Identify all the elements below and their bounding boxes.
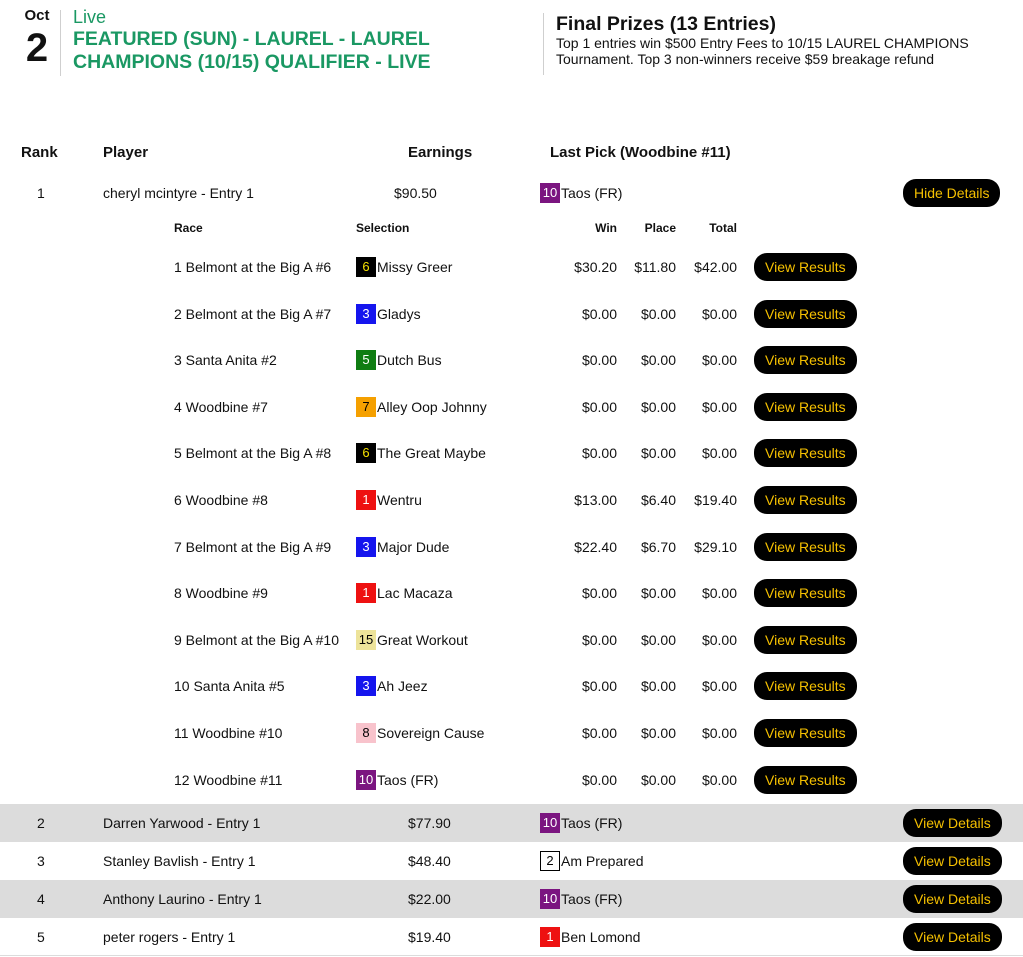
selection-number: 3: [356, 304, 376, 324]
prize-title: Final Prizes (13 Entries): [556, 13, 776, 35]
view-details-button[interactable]: View Details: [903, 809, 1002, 837]
earnings: $19.40: [408, 929, 451, 945]
column-header-player: Player: [103, 144, 149, 161]
selection: [356, 676, 428, 696]
selection-horse: Sovereign Cause: [377, 725, 485, 741]
player-name: cheryl mcintyre - Entry 1: [103, 185, 254, 201]
selection-number: 6: [356, 257, 376, 277]
pick-horse: Ben Lomond: [561, 929, 641, 945]
detail-header-place: Place: [644, 221, 676, 235]
race-name: 8 Woodbine #9: [174, 585, 268, 601]
total-amount: $0.00: [701, 352, 737, 368]
selection-number: 10: [356, 770, 376, 790]
view-results-button[interactable]: View Results: [754, 719, 857, 747]
race-name: 2 Belmont at the Big A #7: [174, 306, 332, 322]
selection-horse: Lac Macaza: [377, 585, 453, 601]
prize-description-line-2: Tournament. Top 3 non-winners receive $59 breakage refund: [556, 51, 934, 67]
total-amount: $19.40: [694, 492, 737, 508]
win-amount: $0.00: [581, 772, 617, 788]
selection-horse: Gladys: [377, 306, 421, 322]
place-amount: $0.00: [640, 678, 676, 694]
race-name: 5 Belmont at the Big A #8: [174, 445, 332, 461]
race-name: 3 Santa Anita #2: [174, 352, 277, 368]
selection-horse: Ah Jeez: [377, 678, 428, 694]
detail-row: [0, 384, 1023, 430]
event-title-line-1: FEATURED (SUN) - LAUREL - LAUREL: [73, 28, 430, 50]
selection: [356, 490, 422, 510]
selection-number: 1: [356, 490, 376, 510]
win-amount: $0.00: [581, 585, 617, 601]
selection-number: 15: [356, 630, 376, 650]
selection-horse: The Great Maybe: [377, 445, 486, 461]
leaderboard-row: [0, 842, 1023, 880]
place-amount: $0.00: [640, 772, 676, 788]
selection-number: 8: [356, 723, 376, 743]
last-pick: [540, 813, 622, 833]
total-amount: $0.00: [701, 678, 737, 694]
earnings: $77.90: [408, 815, 451, 831]
divider: [543, 13, 544, 75]
earnings: $48.40: [408, 853, 451, 869]
place-amount: $6.40: [640, 492, 676, 508]
player-name: Darren Yarwood - Entry 1: [103, 815, 261, 831]
selection-horse: Taos (FR): [377, 772, 439, 788]
event-day: 2: [25, 26, 49, 70]
race-name: 7 Belmont at the Big A #9: [174, 539, 332, 555]
win-amount: $0.00: [581, 306, 617, 322]
selection-number: 3: [356, 537, 376, 557]
win-amount: $0.00: [581, 445, 617, 461]
race-name: 12 Woodbine #11: [174, 772, 283, 788]
divider: [60, 10, 61, 76]
selection: [356, 723, 484, 743]
selection: [356, 304, 421, 324]
player-name: Anthony Laurino - Entry 1: [103, 891, 262, 907]
total-amount: $0.00: [701, 306, 737, 322]
selection: [356, 257, 452, 277]
selection-number: 7: [356, 397, 376, 417]
place-amount: $0.00: [640, 399, 676, 415]
pick-number: 2: [540, 851, 560, 871]
win-amount: $0.00: [581, 632, 617, 648]
detail-row: [0, 757, 1023, 803]
selection-number: 3: [356, 676, 376, 696]
pick-horse: Am Prepared: [561, 853, 644, 869]
last-pick: [540, 889, 622, 909]
selection-horse: Great Workout: [377, 632, 468, 648]
place-amount: $6.70: [640, 539, 676, 555]
selection-horse: Wentru: [377, 492, 422, 508]
leaderboard-row: [0, 175, 1023, 211]
place-amount: $0.00: [640, 352, 676, 368]
selection-horse: Major Dude: [377, 539, 450, 555]
detail-row: [0, 663, 1023, 709]
event-month: Oct: [24, 7, 50, 24]
total-amount: $0.00: [701, 585, 737, 601]
race-name: 1 Belmont at the Big A #6: [174, 259, 332, 275]
selection-number: 1: [356, 583, 376, 603]
win-amount: $22.40: [574, 539, 617, 555]
prize-description-line-1: Top 1 entries win $500 Entry Fees to 10/15 LAUREL CHAMPIONS: [556, 35, 969, 51]
selection: [356, 583, 452, 603]
win-amount: $30.20: [574, 259, 617, 275]
win-amount: $13.00: [574, 492, 617, 508]
event-date: [17, 7, 57, 70]
detail-row: [0, 337, 1023, 383]
win-amount: $0.00: [581, 725, 617, 741]
view-results-button[interactable]: View Results: [754, 533, 857, 561]
total-amount: $42.00: [694, 259, 737, 275]
event-status: Live: [73, 7, 107, 27]
detail-row: [0, 477, 1023, 523]
pick-horse: Taos (FR): [561, 815, 623, 831]
rank: 5: [37, 929, 45, 945]
total-amount: $0.00: [701, 772, 737, 788]
column-header-last-pick: Last Pick (Woodbine #11): [550, 144, 731, 161]
detail-row: [0, 570, 1023, 616]
detail-header-selection: Selection: [356, 221, 410, 235]
selection-horse: Missy Greer: [377, 259, 453, 275]
view-results-button[interactable]: View Results: [754, 439, 857, 467]
place-amount: $11.80: [634, 259, 676, 275]
race-name: 11 Woodbine #10: [174, 725, 283, 741]
last-pick: [540, 851, 643, 871]
win-amount: $0.00: [581, 352, 617, 368]
column-header-earnings: Earnings: [408, 144, 473, 161]
player-name: peter rogers - Entry 1: [103, 929, 236, 945]
view-results-button[interactable]: View Results: [754, 626, 857, 654]
view-results-button[interactable]: View Results: [754, 346, 857, 374]
detail-row: [0, 617, 1023, 663]
view-results-button[interactable]: View Results: [754, 253, 857, 281]
rank: 1: [37, 185, 45, 201]
prize-info: [556, 13, 1016, 67]
divider: [0, 955, 1023, 956]
view-details-button[interactable]: View Details: [903, 923, 1002, 951]
earnings: $90.50: [394, 185, 437, 201]
event-title-line-2: CHAMPIONS (10/15) QUALIFIER - LIVE: [73, 51, 431, 73]
view-results-button[interactable]: View Results: [754, 486, 857, 514]
race-name: 6 Woodbine #8: [174, 492, 268, 508]
view-results-button[interactable]: View Results: [754, 393, 857, 421]
leaderboard-row: [0, 918, 1023, 956]
total-amount: $0.00: [701, 725, 737, 741]
player-name: Stanley Bavlish - Entry 1: [103, 853, 256, 869]
total-amount: $0.00: [701, 445, 737, 461]
selection: [356, 443, 486, 463]
win-amount: $0.00: [581, 678, 617, 694]
selection: [356, 397, 487, 417]
view-results-button[interactable]: View Results: [754, 766, 857, 794]
place-amount: $0.00: [640, 632, 676, 648]
earnings: $22.00: [408, 891, 451, 907]
event-info: [73, 8, 493, 74]
race-name: 4 Woodbine #7: [174, 399, 268, 415]
last-pick: [540, 183, 622, 203]
view-details-button[interactable]: View Details: [903, 885, 1002, 913]
detail-row: [0, 244, 1023, 290]
last-pick: [540, 927, 640, 947]
race-name: 10 Santa Anita #5: [174, 678, 285, 694]
selection: [356, 770, 438, 790]
selection: [356, 537, 449, 557]
pick-number: 10: [540, 183, 560, 203]
selection: [356, 630, 468, 650]
win-amount: $0.00: [581, 399, 617, 415]
column-header-rank: Rank: [21, 144, 58, 161]
detail-header-total: Total: [709, 221, 737, 235]
selection-horse: Dutch Bus: [377, 352, 442, 368]
rank: 3: [37, 853, 45, 869]
rank: 4: [37, 891, 45, 907]
rank: 2: [37, 815, 45, 831]
detail-row: [0, 430, 1023, 476]
view-results-button[interactable]: View Results: [754, 579, 857, 607]
detail-header-win: Win: [595, 221, 617, 235]
place-amount: $0.00: [640, 306, 676, 322]
pick-horse: Taos (FR): [561, 891, 623, 907]
detail-row: [0, 710, 1023, 756]
race-name: 9 Belmont at the Big A #10: [174, 632, 340, 648]
view-results-button[interactable]: View Results: [754, 300, 857, 328]
pick-number: 1: [540, 927, 560, 947]
place-amount: $0.00: [640, 585, 676, 601]
detail-row: [0, 524, 1023, 570]
event-header: [0, 0, 1023, 90]
detail-header-race: Race: [174, 221, 203, 235]
selection-number: 6: [356, 443, 376, 463]
detail-row: [0, 291, 1023, 337]
view-details-button[interactable]: View Details: [903, 847, 1002, 875]
leaderboard-row: [0, 880, 1023, 918]
total-amount: $29.10: [694, 539, 737, 555]
selection-horse: Alley Oop Johnny: [377, 399, 487, 415]
pick-number: 10: [540, 889, 560, 909]
selection: [356, 350, 442, 370]
selection-number: 5: [356, 350, 376, 370]
view-results-button[interactable]: View Results: [754, 672, 857, 700]
hide-details-button[interactable]: Hide Details: [903, 179, 1000, 207]
total-amount: $0.00: [701, 632, 737, 648]
pick-horse: Taos (FR): [561, 185, 623, 201]
total-amount: $0.00: [701, 399, 737, 415]
pick-number: 10: [540, 813, 560, 833]
place-amount: $0.00: [640, 725, 676, 741]
place-amount: $0.00: [640, 445, 676, 461]
leaderboard-row: [0, 804, 1023, 842]
